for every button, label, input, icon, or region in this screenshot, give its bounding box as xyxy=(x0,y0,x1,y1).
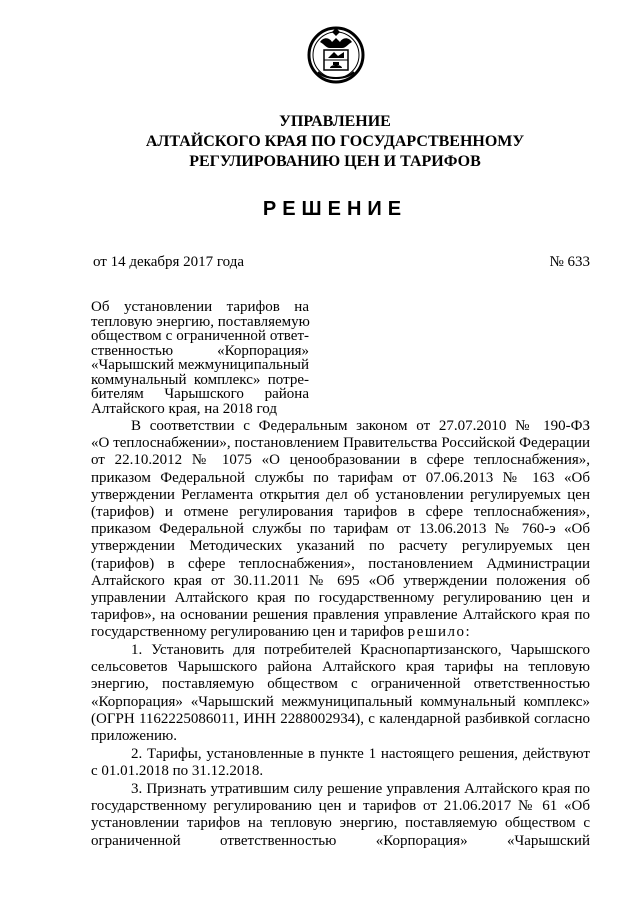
body-line: 1. Установить для потребителей Краснопартизанского, Чарышского xyxy=(131,642,590,658)
subject-line: ственностью «Корпорация» xyxy=(91,342,309,359)
decision-date: от 14 декабря 2017 года xyxy=(93,254,245,270)
body-line: (тарифов) в сфере теплоснабжения», постановлением Администрации xyxy=(91,555,590,572)
body-line: приказом Федеральной службы по тарифам от 13.06.2013 № 760-э «Об xyxy=(91,521,590,538)
body-line: 2. Тарифы, установленные в пункте 1 настоящего решения, действуют xyxy=(131,746,590,762)
body-line: утверждении Методических указаний по расчету регулируемых цен xyxy=(91,538,590,555)
body-line: утверждении Регламента открытия дел об установлении регулируемых цен xyxy=(91,486,590,503)
body-line: тарифов», на основании решения правления управление Алтайского края по xyxy=(91,607,590,624)
issuing-authority xyxy=(90,112,580,172)
item-3-paragraph xyxy=(91,781,590,850)
authority-line: АЛТАЙСКОГО КРАЯ ПО ГОСУДАРСТВЕННОМУ xyxy=(145,133,525,150)
subject-line: «Чарышский межмуниципальный xyxy=(91,357,309,373)
subject-line: коммунальный комплекс» потре- xyxy=(91,371,309,388)
authority-line: РЕГУЛИРОВАНИЮ ЦЕН И ТАРИФОВ xyxy=(189,153,481,170)
body-line: сельсоветов Чарышского района Алтайского края тарифы на тепловую xyxy=(91,659,590,676)
preamble-paragraph xyxy=(91,418,590,642)
body-line: государственному регулированию цен и тарифов от 21.06.2017 № 61 «Об xyxy=(91,798,590,815)
item-2-paragraph xyxy=(91,746,590,780)
body-line: (тарифов) и отмене регулирования тарифов в сфере теплоснабжения», xyxy=(91,504,590,521)
body-line: приказом Федеральной службы по тарифам от 07.06.2013 № 163 «Об xyxy=(91,469,590,486)
subject-line: обществом с ограниченной ответ- xyxy=(91,328,309,344)
body-line-text: государственному регулированию цен и тарифов xyxy=(91,624,405,641)
body-line: от 22.10.2012 № 1075 «О ценообразовании в сфере теплоснабжения», xyxy=(91,452,590,469)
decision-subject xyxy=(91,300,309,416)
subject-line: бителям Чарышского района xyxy=(91,386,309,402)
item-1-paragraph xyxy=(91,642,590,745)
body-line: энергию, поставляемую обществом с ограниченной ответственностью xyxy=(91,676,590,693)
body-line: «Корпорация» «Чарышский межмуниципальный коммунальный комплекс» xyxy=(91,693,590,710)
decision-number: № 633 xyxy=(549,254,590,270)
body-line: 3. Признать утратившим силу решение управления Алтайского края по xyxy=(131,781,590,797)
body-line: управлении Алтайского края по государственному регулированию цен и xyxy=(91,590,590,607)
document-type-title: РЕШЕНИЕ xyxy=(262,198,408,220)
body-line: приложению. xyxy=(91,728,178,745)
body-line xyxy=(91,624,590,641)
body-line: В соответствии с Федеральным законом от 27.07.2010 № 190-ФЗ xyxy=(131,418,590,434)
body-line: установлении тарифов на тепловую энергию, поставляемую обществом с xyxy=(91,815,590,832)
body-line: (ОГРН 1162225086011, ИНН 2288002934), с календарной разбивкой согласно xyxy=(91,710,590,727)
subject-line: тепловую энергию, поставляемую xyxy=(91,313,310,330)
resolved-word: решило: xyxy=(407,624,472,641)
subject-line: Алтайского края, на 2018 год xyxy=(91,400,277,417)
body-line: «О теплоснабжении», постановлением Правительства Российской Федерации xyxy=(91,435,590,452)
altai-krai-coat-of-arms-icon xyxy=(306,22,366,86)
body-line: ограниченной ответственностью «Корпорация» «Чарышский xyxy=(91,832,590,849)
body-line: с 01.01.2018 по 31.12.2018. xyxy=(91,763,264,780)
authority-line: УПРАВЛЕНИЕ xyxy=(279,113,391,130)
body-line: Алтайского края от 30.11.2011 № 695 «Об утверждении положения об xyxy=(91,572,590,589)
subject-line: Об установлении тарифов на xyxy=(91,299,309,315)
